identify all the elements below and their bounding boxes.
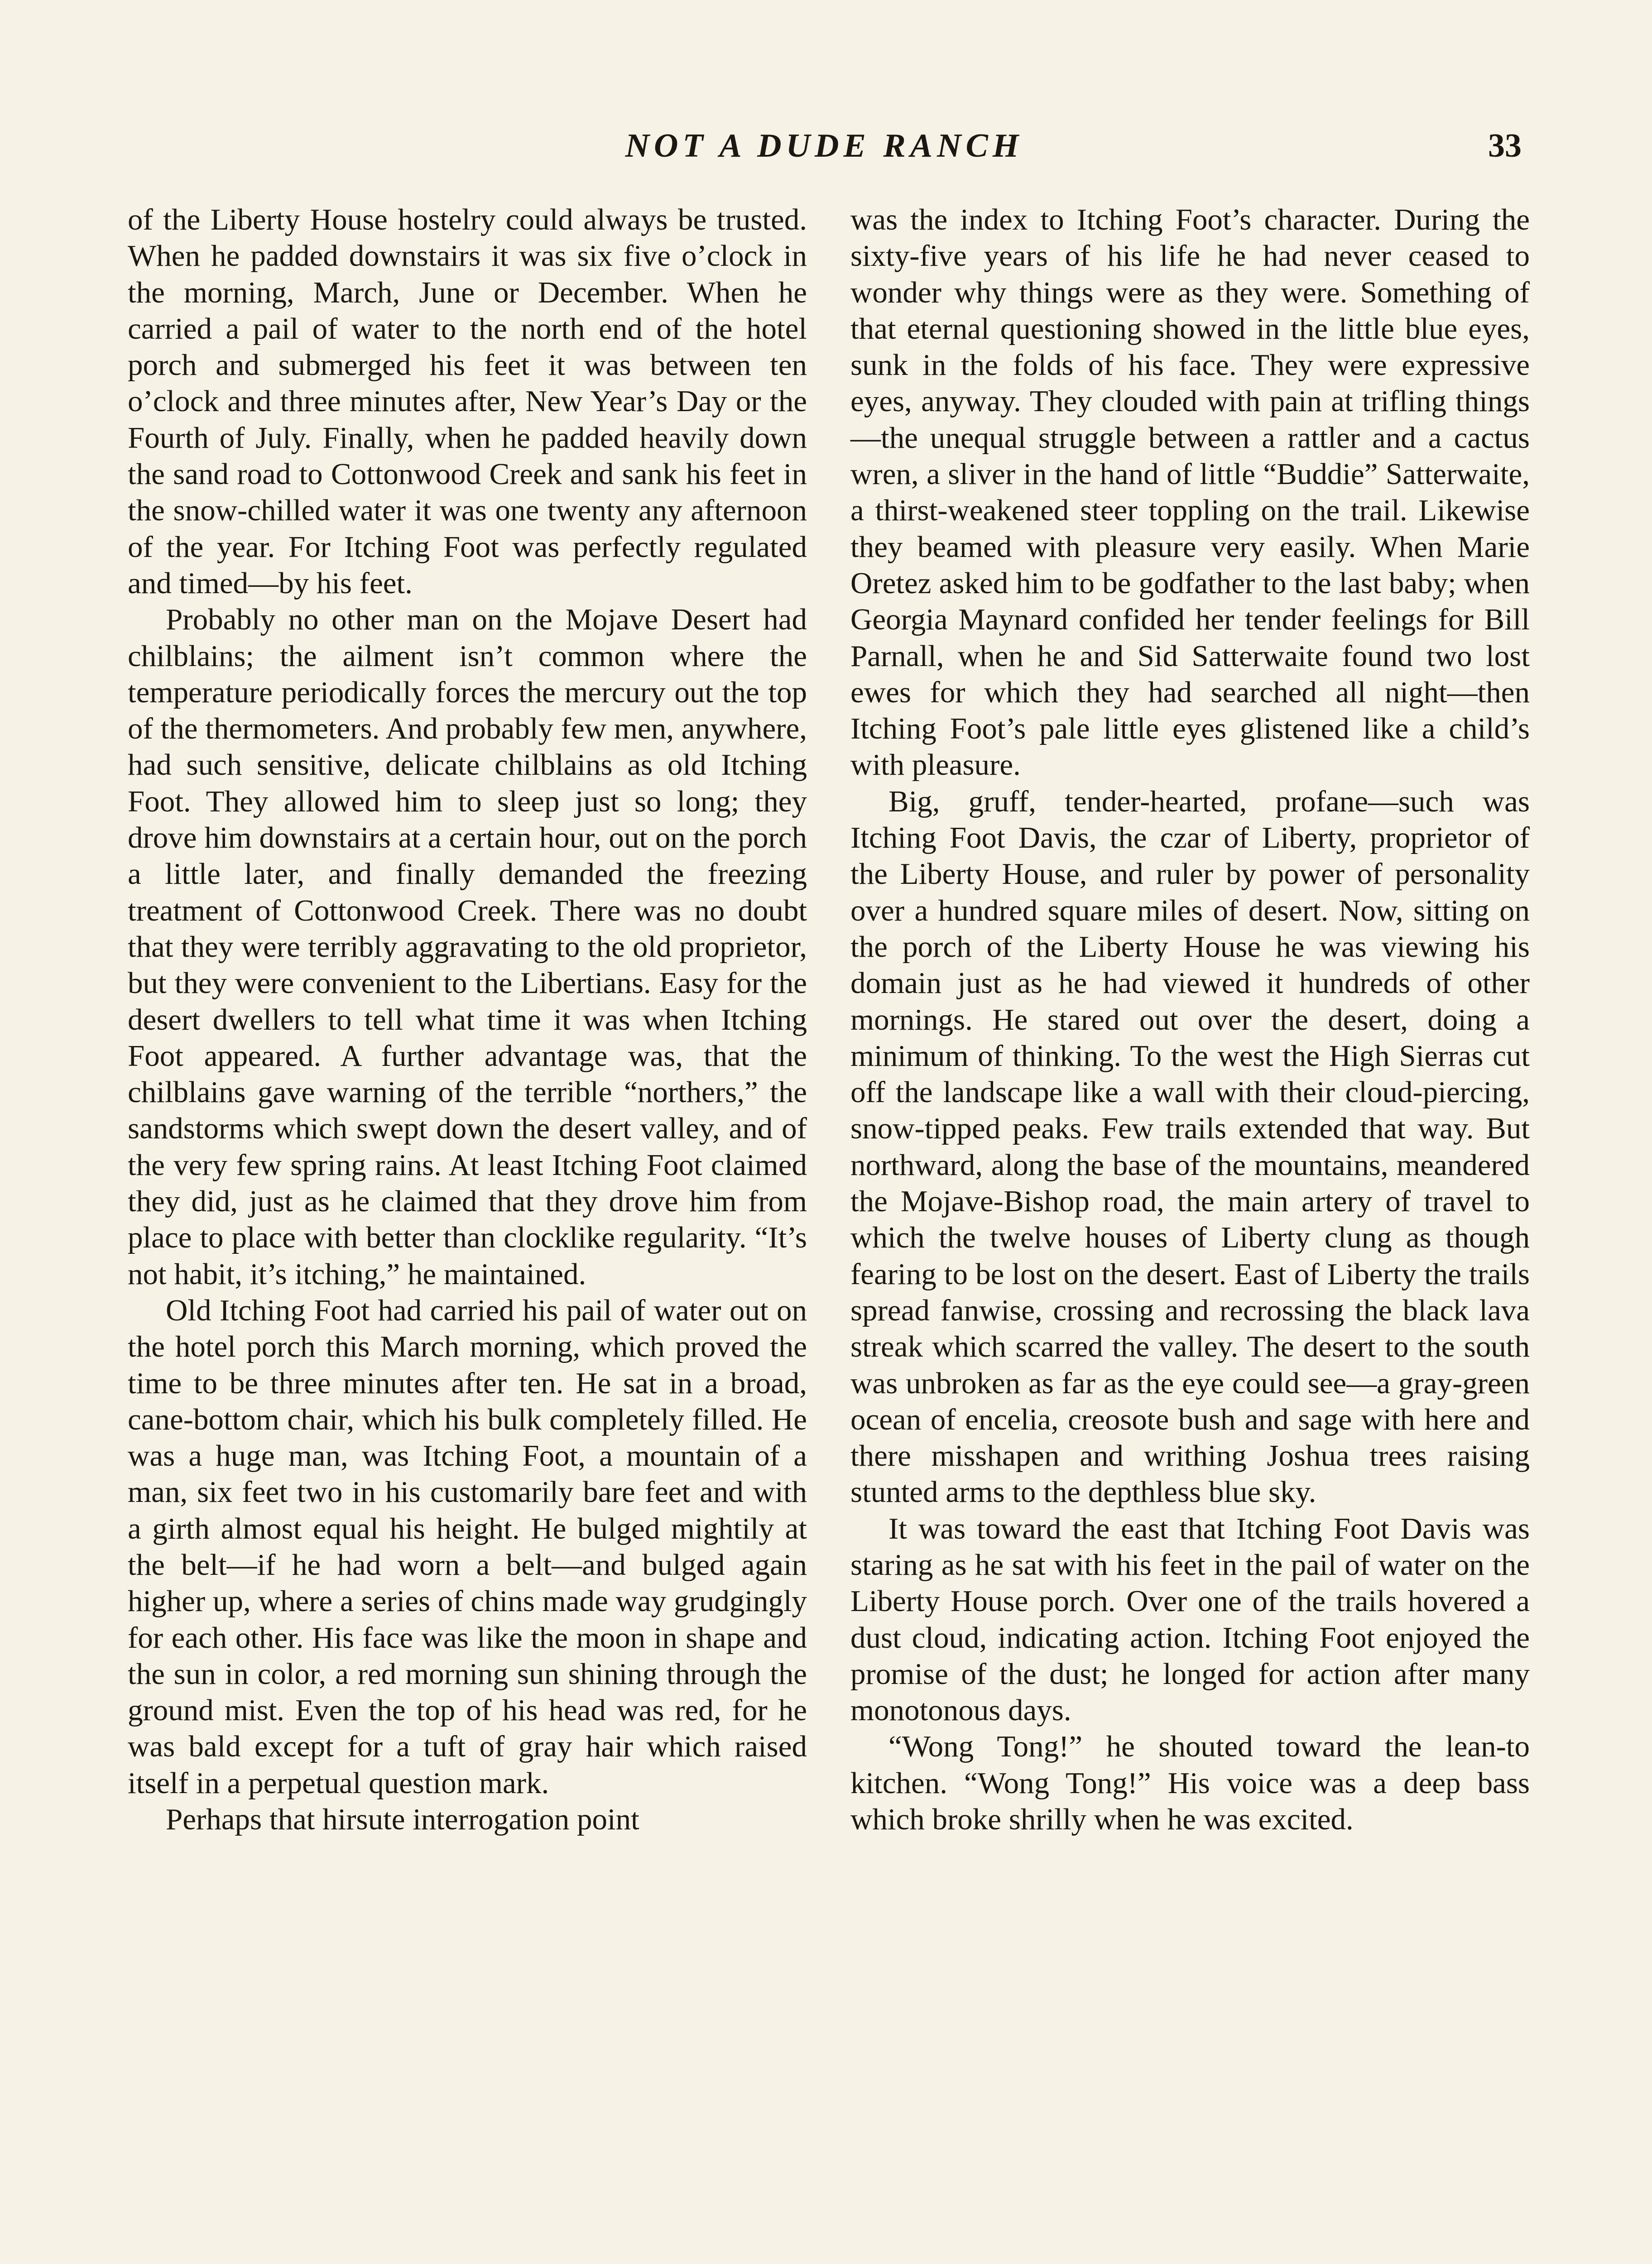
paragraph: It was toward the east that Itching Foot Davis was staring as he sat with his feet in the pail of water on the Liberty House porch. Over one of the trails hovered a dust cloud, indicating action. Itching Foot enjoyed the promise of the dust; he longed for action after many monotonous days. [850,1511,1530,1727]
paragraph: was the index to Itching Foot’s character. During the sixty-five years of his life he had never ceased to wonder why things were as they were. Something of that eternal questioning showed in the little blue eyes, sunk in the folds of his face. They were expressive eyes, anyway. They clouded with pain at trifling things—the unequal struggle between a rattler and a cactus wren, a sliver in the hand of little “Buddie” Satterwaite, a thirst-weakened steer toppling on the trail. Likewise they beamed with pleasure very easily. When Marie Oretez asked him to be godfather to the last baby; when Georgia Maynard confided her tender feelings for Bill Parnall, when he and Sid Satterwaite found two lost ewes for which they had searched all night—then Itching Foot’s pale little eyes glistened like a child’s with pleasure. [850,203,1530,782]
left-column [128,201,807,1837]
running-head [127,122,1522,172]
right-column [850,201,1530,1837]
paragraph: Probably no other man on the Mojave Desert had chilblains; the ailment isn’t common where the temperature periodically forces the mercury out the top of the thermometers. And probably few men, anywhere, had such sensitive, delicate chilblains as old Itching Foot. They allowed him to sleep just so long; they drove him downstairs at a certain hour, out on the porch a little later, and finally demanded the freezing treatment of Cottonwood Creek. There was no doubt that they were terribly aggravating to the old proprietor, but they were convenient to the Libertians. Easy for the desert dwellers to tell what time it was when Itching Foot appeared. A further advantage was, that the chilblains gave warning of the terrible “northers,” the sandstorms which swept down the desert valley, and of the very few spring rains. At least Itching Foot claimed they did, just as he claimed that they drove him from place to place with better than clocklike regularity. “It’s not habit, it’s itching,” he maintained. [128,603,807,1291]
running-title: NOT A DUDE RANCH [625,127,1023,164]
paragraph: “Wong Tong!” he shouted toward the lean-to kitchen. “Wong Tong!” His voice was a deep bass which broke shrilly when he was excited. [850,1730,1530,1837]
page-number: 33 [1488,127,1522,164]
paragraph: Old Itching Foot had carried his pail of water out on the hotel porch this March morning, which proved the time to be three minutes after ten. He sat in a broad, cane-bottom chair, which his bulk completely filled. He was a huge man, was Itching Foot, a mountain of a man, six feet two in his customarily bare feet and with a girth almost equal his height. He bulged mightily at the belt—if he had worn a belt—and bulged again higher up, where a series of chins made way grudgingly for each other. His face was like the moon in shape and the sun in color, a red morning sun shining through the ground mist. Even the top of his head was red, for he was bald except for a tuft of gray hair which raised itself in a perpetual question mark. [128,1293,807,1800]
paragraph: of the Liberty House hostelry could always be trusted. When he padded downstairs it was six five o’clock in the morning, March, June or December. When he carried a pail of water to the north end of the hotel porch and submerged his feet it was between ten o’clock and three minutes after, New Year’s Day or the Fourth of July. Finally, when he padded heavily down the sand road to Cottonwood Creek and sank his feet in the snow-chilled water it was one twenty any afternoon of the year. For Itching Foot was perfectly regulated and timed—by his feet. [128,203,807,600]
paragraph-continued: Perhaps that hirsute interrogation point [166,1803,639,1837]
paragraph: Big, gruff, tender-hearted, profane—such was Itching Foot Davis, the czar of Liberty, proprietor of the Liberty House, and ruler by power of personality over a hundred square miles of desert. Now, sitting on the porch of the Liberty House he was viewing his domain just as he had viewed it hundreds of other mornings. He stared out over the desert, doing a minimum of thinking. To the west the High Sierras cut off the landscape like a wall with their cloud-piercing, snow-tipped peaks. Few trails extended that way. But northward, along the base of the mountains, meandered the Mojave-Bishop road, the main artery of travel to which the twelve houses of Liberty clung as though fearing to be lost on the desert. East of Liberty the trails spread fanwise, crossing and recrossing the black lava streak which scarred the valley. The desert to the south was unbroken as far as the eye could see—a gray-green ocean of encelia, creosote bush and sage with here and there misshapen and writhing Joshua trees raising stunted arms to the depthless blue sky. [850,784,1530,1509]
